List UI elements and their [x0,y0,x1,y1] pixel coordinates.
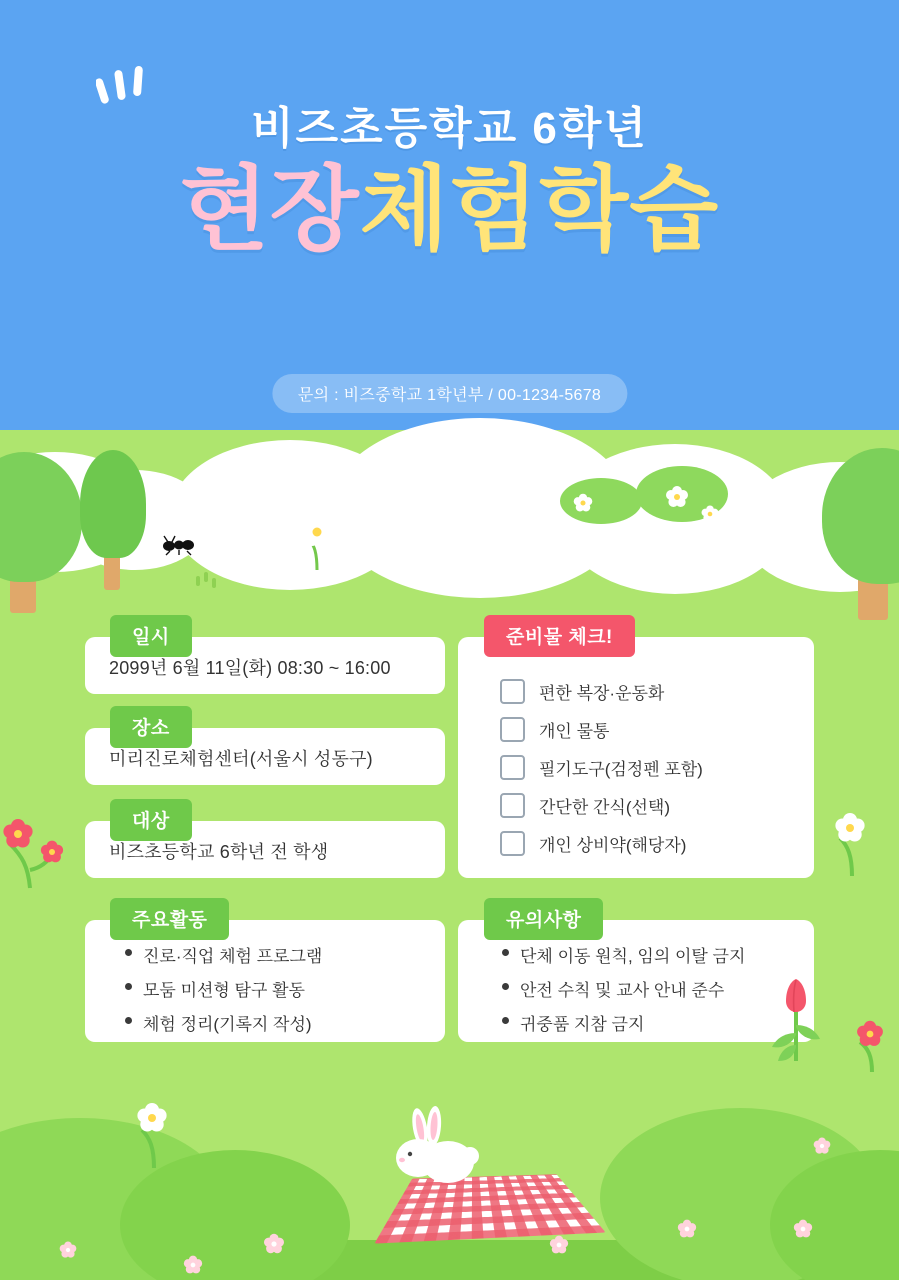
flower-icon [128,1090,184,1170]
list-item: 귀중품 지참 금지 [498,1010,798,1035]
tag-label: 대상 [132,811,170,832]
sparkle-icon [96,60,156,110]
blossom-icon [548,1234,570,1256]
list-item: 안전 수칙 및 교사 안내 준수 [498,976,798,1001]
grass-tuft [204,572,208,582]
list-item: 단체 이동 원칙, 임의 이탈 금지 [498,942,798,967]
tulip-icon [762,975,832,1065]
check-label: 간단한 간식(선택) [539,798,670,817]
title-line-1: 비즈초등학교 6학년 [251,104,648,153]
checkbox[interactable] [500,793,525,818]
blossom-icon [182,1254,204,1276]
grass-tuft [212,578,216,588]
ant-icon [160,534,196,556]
title-line-2 [0,159,899,261]
notes-tag [484,898,603,940]
list-item: 모둠 미션형 탐구 활동 [121,976,429,1001]
info-card-place-text: 미리진로체험센터(서울시 성동구) [109,749,373,769]
checklist-tag [484,615,635,657]
check-row[interactable] [500,755,703,780]
blossom-icon [676,1218,698,1240]
blossom-icon [262,1232,286,1256]
rabbit-icon [380,1098,490,1198]
flower-icon [572,492,594,514]
check-label: 개인 상비약(해당자) [539,836,687,855]
flower-icon [664,484,690,510]
tag-label: 유의사항 [506,910,582,931]
flower-icon [300,512,334,572]
tag-label: 장소 [132,718,170,739]
flower-icon [0,800,70,890]
notes-list [498,942,798,1044]
flower-icon [700,504,720,524]
tag-label: 준비물 체크! [506,627,613,648]
list-item: 진로·직업 체험 프로그램 [121,942,429,967]
checklist-items [500,679,703,856]
check-row[interactable] [500,831,703,856]
activities-list [121,942,429,1044]
check-row[interactable] [500,793,703,818]
list-item: 체험 정리(기록지 작성) [121,1010,429,1035]
checklist-card [458,637,814,878]
tag-label: 일시 [132,627,170,648]
blossom-icon [812,1136,832,1156]
checkbox[interactable] [500,679,525,704]
check-row[interactable] [500,679,703,704]
info-card-target-tag [110,799,192,841]
activities-tag [110,898,229,940]
info-card-target-text: 비즈초등학교 6학년 전 학생 [109,842,329,862]
check-label: 개인 물통 [539,722,610,741]
info-card-place-tag [110,706,192,748]
check-label: 편한 복장·운동화 [539,684,665,703]
title-highlight-pink: 현장 [179,159,360,261]
grass-tuft [196,576,200,586]
title-highlight-yellow: 체험학습 [359,159,720,261]
checkbox[interactable] [500,755,525,780]
checkbox[interactable] [500,717,525,742]
tree-foliage [80,450,146,558]
info-card-date-tag [110,615,192,657]
checkbox[interactable] [500,831,525,856]
contact-badge: 문의 : 비즈중학교 1학년부 / 00-1234-5678 [272,374,627,413]
info-card-date-text: 2099년 6월 11일(화) 08:30 ~ 16:00 [109,658,391,678]
check-label: 필기도구(검정펜 포함) [539,760,703,779]
check-row[interactable] [500,717,703,742]
flower-icon [848,1010,899,1074]
tag-label: 주요활동 [132,910,208,931]
blossom-icon [58,1240,78,1260]
poster-title [0,92,899,259]
flower-icon [826,798,884,878]
blossom-icon [792,1218,814,1240]
